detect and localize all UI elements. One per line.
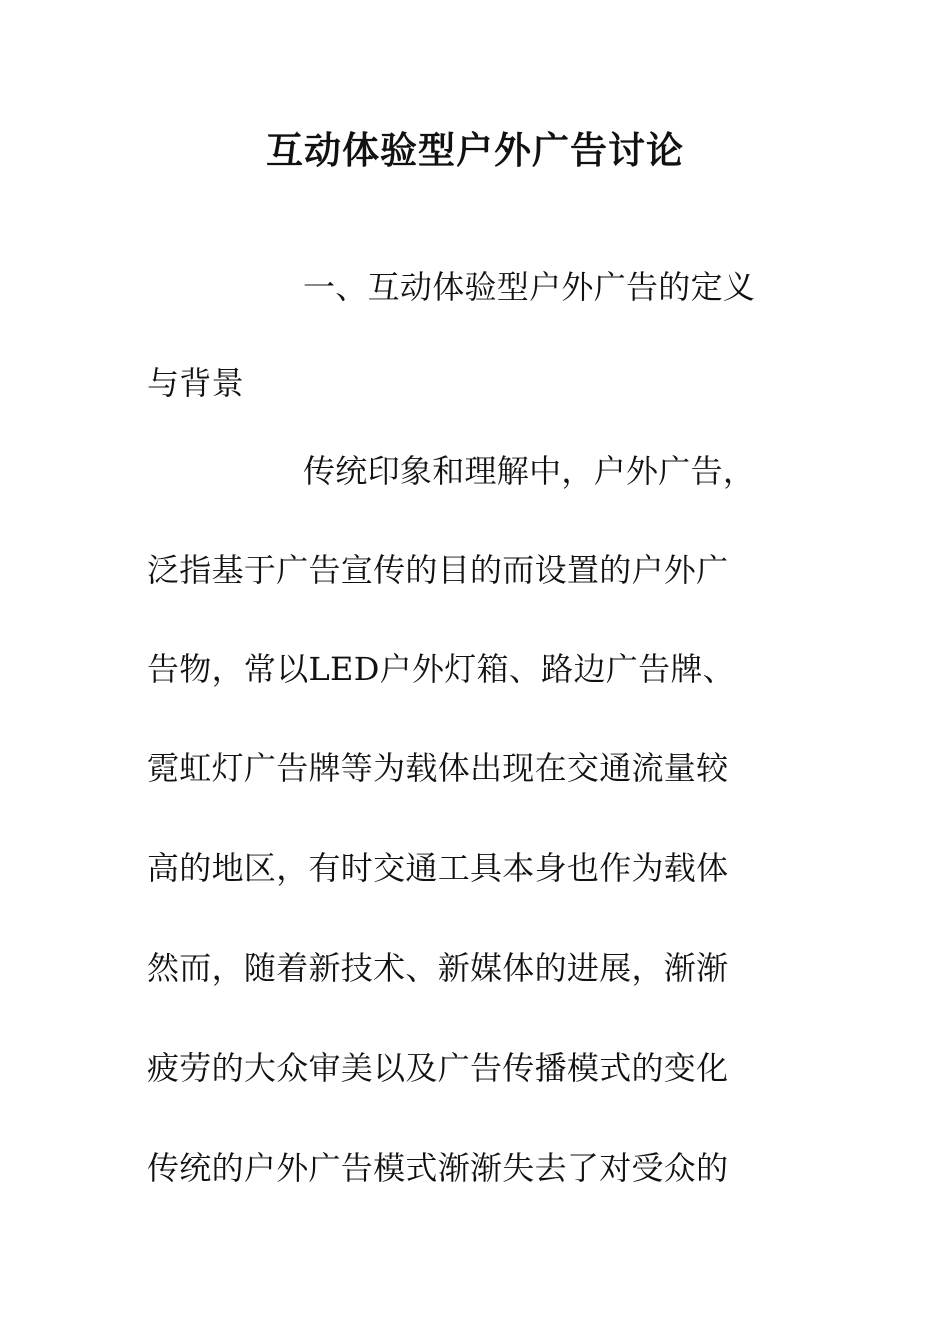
paragraph-line-2: 泛指基于广告宣传的目的而设置的户外广 [147, 551, 729, 589]
paragraph-line-6: 然而，随着新技术、新媒体的进展，渐渐 [147, 949, 729, 987]
paragraph-line-4: 霓虹灯广告牌等为载体出现在交通流量较 [147, 749, 729, 787]
paragraph-line-7: 疲劳的大众审美以及广告传播模式的变化 [147, 1049, 729, 1087]
section-heading-line-1: 一、互动体验型户外广告的定义 [303, 268, 756, 306]
paragraph-line-5: 高的地区，有时交通工具本身也作为载体 [147, 849, 729, 887]
paragraph-line-3: 告物，常以LED户外灯箱、路边广告牌、 [147, 650, 735, 688]
section-heading-line-2: 与背景 [147, 364, 244, 402]
paragraph-line-8: 传统的户外广告模式渐渐失去了对受众的 [147, 1149, 729, 1187]
paragraph-line-1: 传统印象和理解中，户外广告， [303, 452, 756, 490]
document-title: 互动体验型户外广告讨论 [266, 129, 684, 172]
